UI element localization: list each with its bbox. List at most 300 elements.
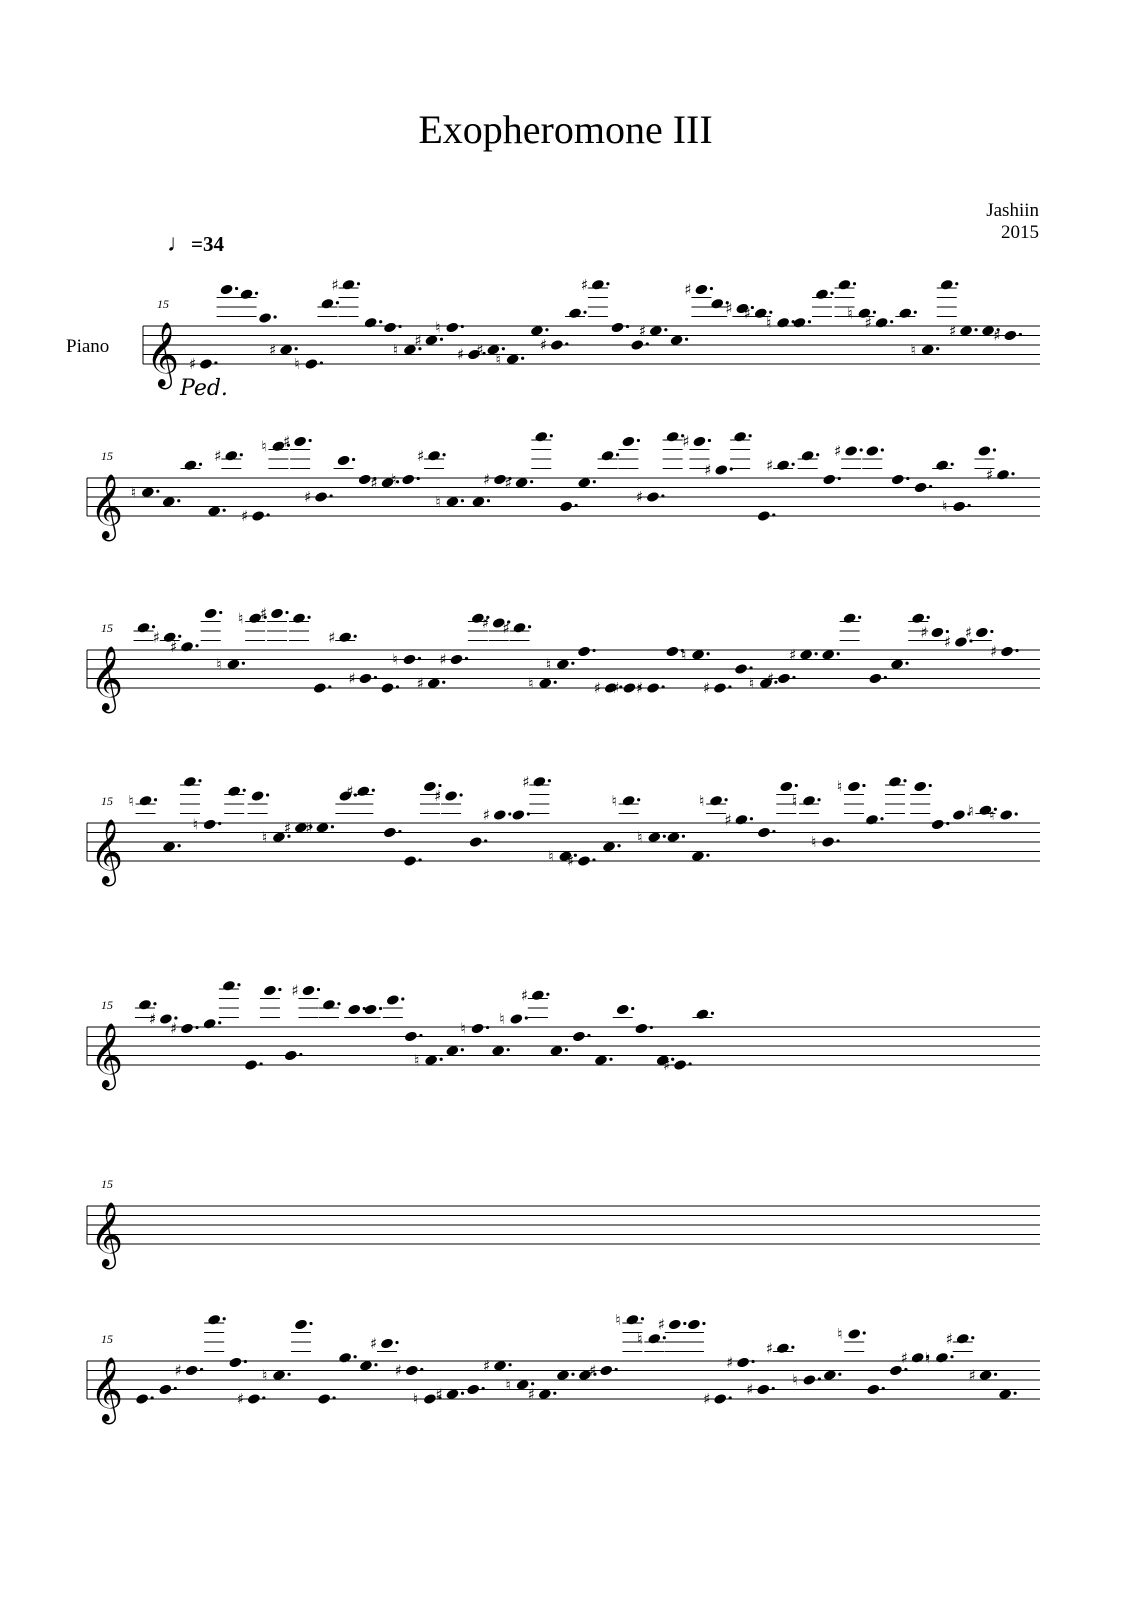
augmentation-dot — [255, 292, 258, 295]
natural-icon: ♮ — [499, 1010, 505, 1028]
natural-icon: ♮ — [910, 340, 917, 359]
natural-icon: ♮ — [262, 1366, 268, 1385]
augmentation-dot — [772, 830, 775, 833]
augmentation-dot — [662, 685, 665, 688]
notehead — [404, 1030, 418, 1042]
augmentation-dot — [838, 477, 841, 480]
augmentation-dot — [791, 1346, 794, 1349]
staff-system — [87, 773, 1040, 886]
sharp-icon: ♯ — [726, 1353, 734, 1372]
augmentation-dot — [156, 490, 159, 493]
augmentation-dot — [195, 1026, 198, 1029]
notehead — [509, 1013, 523, 1025]
sharp-icon: ♯ — [684, 280, 692, 299]
natural-icon: ♮ — [460, 1019, 466, 1038]
augmentation-dot — [178, 844, 181, 847]
augmentation-dot — [663, 1336, 666, 1339]
notehead — [294, 1318, 308, 1330]
augmentation-dot — [975, 328, 978, 331]
augmentation-dot — [357, 282, 360, 285]
sharp-icon: ♯ — [482, 806, 491, 824]
augmentation-dot — [285, 611, 288, 614]
augmentation-dot — [521, 357, 524, 360]
augmentation-dot — [508, 1363, 511, 1366]
augmentation-dot — [1015, 812, 1018, 815]
augmentation-dot — [626, 325, 629, 328]
notehead — [630, 339, 644, 351]
notehead — [757, 510, 771, 522]
sharp-icon: ♯ — [236, 1390, 245, 1408]
augmentation-dot — [593, 480, 596, 483]
notehead — [843, 612, 857, 624]
augmentation-dot — [774, 681, 777, 684]
notehead — [284, 1049, 298, 1061]
augmentation-dot — [615, 1368, 618, 1371]
notehead — [1000, 645, 1014, 657]
augmentation-dot — [830, 292, 833, 295]
natural-icon: ♮ — [615, 1310, 621, 1329]
notehead — [258, 312, 272, 324]
notehead — [184, 1364, 198, 1376]
augmentation-dot — [398, 325, 401, 328]
augmentation-dot — [583, 311, 586, 314]
augmentation-dot — [507, 1048, 510, 1051]
notehead — [550, 339, 564, 351]
augmentation-dot — [487, 499, 490, 502]
notehead — [493, 809, 507, 821]
notehead — [610, 321, 624, 333]
notehead — [776, 317, 790, 329]
augmentation-dot — [417, 477, 420, 480]
augmentation-dot — [278, 988, 281, 991]
augmentation-dot — [287, 1373, 290, 1376]
augmentation-dot — [646, 342, 649, 345]
sharp-icon: ♯ — [968, 1366, 976, 1385]
notehead — [665, 645, 679, 657]
sharp-icon: ♯ — [682, 432, 690, 451]
sharp-icon: ♯ — [417, 446, 425, 465]
notehead — [801, 450, 815, 462]
notehead — [314, 491, 328, 503]
notehead — [591, 279, 605, 291]
notehead — [512, 622, 526, 634]
sharp-icon: ♯ — [638, 321, 647, 340]
natural-icon: ♮ — [766, 313, 772, 332]
sharp-icon: ♯ — [964, 623, 973, 642]
augmentation-dot — [858, 616, 861, 619]
notehead — [380, 1337, 394, 1349]
augmentation-dot — [461, 1048, 464, 1051]
augmentation-dot — [274, 315, 277, 318]
augmentation-dot — [502, 347, 505, 350]
augmentation-dot — [336, 301, 339, 304]
notehead — [251, 510, 265, 522]
notehead — [383, 321, 397, 333]
sharp-icon: ♯ — [580, 275, 589, 294]
notehead — [180, 641, 194, 653]
augmentation-dot — [548, 779, 551, 782]
sharp-icon: ♯ — [174, 1361, 182, 1380]
augmentation-dot — [880, 817, 883, 820]
notehead — [714, 464, 728, 476]
notehead — [668, 1318, 682, 1330]
staff-system — [87, 1177, 1040, 1269]
augmentation-dot — [401, 997, 404, 1000]
sharp-icon: ♯ — [214, 446, 222, 465]
augmentation-dot — [214, 361, 217, 364]
natural-icon: ♮ — [392, 340, 399, 359]
augmentation-dot — [592, 649, 595, 652]
pedal-marking: Ped. — [180, 376, 228, 401]
natural-icon: ♮ — [294, 355, 300, 373]
augmentation-dot — [309, 1322, 312, 1325]
augmentation-dot — [484, 839, 487, 842]
notehead — [466, 1383, 480, 1395]
sharp-icon: ♯ — [439, 650, 447, 669]
notehead — [996, 469, 1010, 481]
augmentation-dot — [609, 1058, 612, 1061]
notehead — [383, 826, 397, 838]
treble-clef-icon: 𝄞 — [90, 819, 124, 884]
sharp-icon: ♯ — [636, 679, 644, 697]
augmentation-dot — [663, 835, 666, 838]
sharp-icon: ♯ — [370, 1334, 378, 1353]
notehead — [158, 1383, 172, 1395]
augmentation-dot — [905, 662, 908, 665]
augmentation-dot — [1019, 333, 1022, 336]
sharp-icon: ♯ — [703, 1390, 711, 1408]
notehead — [999, 809, 1013, 821]
notehead — [534, 431, 548, 443]
notehead — [694, 283, 708, 295]
augmentation-dot — [442, 681, 445, 684]
augmentation-dot — [990, 630, 993, 633]
sharp-icon: ♯ — [743, 304, 752, 323]
notehead — [203, 818, 217, 830]
augmentation-dot — [459, 793, 462, 796]
augmentation-dot — [374, 676, 377, 679]
notehead — [204, 607, 218, 619]
augmentation-dot — [218, 822, 221, 825]
sharp-icon: ♯ — [283, 432, 291, 451]
augmentation-dot — [571, 1373, 574, 1376]
notehead — [405, 1364, 419, 1376]
augmentation-dot — [575, 504, 578, 507]
natural-icon: ♮ — [238, 609, 244, 628]
sharp-icon: ♯ — [348, 669, 356, 688]
notehead — [977, 445, 991, 457]
notehead — [776, 1342, 790, 1354]
natural-icon: ♮ — [128, 791, 134, 810]
sharp-icon: ♯ — [766, 669, 775, 688]
augmentation-dot — [299, 1053, 302, 1056]
augmentation-dot — [929, 784, 932, 787]
augmentation-dot — [177, 499, 180, 502]
augmentation-dot — [546, 993, 549, 996]
notehead — [531, 989, 545, 1001]
augmentation-dot — [218, 1021, 221, 1024]
sharp-icon: ♯ — [504, 473, 512, 492]
augmentation-dot — [461, 1392, 464, 1395]
augmentation-dot — [553, 1392, 556, 1395]
ottava-mark: 15 — [101, 449, 113, 463]
quarter-note-icon: ♩ — [167, 231, 191, 257]
natural-icon: ♮ — [192, 815, 199, 834]
augmentation-dot — [661, 494, 664, 497]
sharp-icon: ♯ — [527, 1385, 536, 1404]
natural-icon: ♮ — [989, 806, 995, 824]
augmentation-dot — [853, 282, 856, 285]
augmentation-dot — [808, 320, 811, 323]
natural-icon: ♮ — [548, 847, 554, 866]
augmentation-dot — [862, 784, 865, 787]
augmentation-dot — [465, 657, 468, 660]
augmentation-dot — [860, 448, 863, 451]
sharp-icon: ♯ — [765, 1339, 774, 1358]
augmentation-dot — [374, 1363, 377, 1366]
natural-icon: ♮ — [968, 801, 974, 820]
augmentation-dot — [993, 448, 996, 451]
notehead — [224, 450, 238, 462]
sharp-icon: ♯ — [612, 679, 620, 697]
natural-icon: ♮ — [545, 655, 552, 674]
augmentation-dot — [702, 1322, 705, 1325]
augmentation-dot — [724, 798, 727, 801]
sharp-icon: ♯ — [986, 465, 994, 484]
sharp-icon: ♯ — [864, 313, 872, 332]
natural-icon: ♮ — [130, 483, 137, 502]
sharp-icon: ♯ — [346, 782, 354, 801]
natural-icon: ♮ — [811, 833, 817, 851]
augmentation-dot — [749, 666, 752, 669]
treble-clef-icon: 𝄞 — [90, 474, 124, 539]
notehead — [227, 785, 241, 797]
natural-icon: ♮ — [216, 655, 222, 674]
notehead — [952, 500, 966, 512]
augmentation-dot — [884, 676, 887, 679]
notehead — [709, 795, 723, 807]
notehead — [646, 682, 660, 694]
piece-title: Exopheromone III — [418, 107, 713, 152]
notehead — [347, 1003, 361, 1015]
natural-icon: ♮ — [637, 828, 643, 847]
augmentation-dot — [951, 463, 954, 466]
notehead — [444, 790, 458, 802]
notehead — [247, 1393, 261, 1405]
sharp-icon: ♯ — [746, 1380, 754, 1399]
augmentation-dot — [1011, 472, 1014, 475]
augmentation-dot — [420, 1368, 423, 1371]
sharp-icon: ♯ — [148, 1010, 157, 1028]
sharp-icon: ♯ — [900, 1348, 908, 1367]
treble-clef-icon: 𝄞 — [90, 646, 124, 711]
augmentation-dot — [708, 439, 711, 442]
augmentation-dot — [711, 1012, 714, 1015]
natural-icon: ♮ — [528, 674, 534, 693]
natural-icon: ♮ — [748, 674, 755, 693]
notehead — [776, 459, 790, 471]
augmentation-dot — [333, 1396, 336, 1399]
notehead — [956, 1333, 970, 1345]
augmentation-dot — [330, 494, 333, 497]
sharp-icon: ♯ — [170, 637, 178, 656]
augmentation-dot — [587, 1034, 590, 1037]
notehead — [844, 445, 858, 457]
notehead — [183, 459, 197, 471]
notehead — [913, 780, 927, 792]
augmentation-dot — [971, 1336, 974, 1339]
natural-icon: ♮ — [261, 828, 268, 847]
notehead — [219, 283, 233, 295]
notehead — [733, 431, 747, 443]
augmentation-dot — [223, 509, 226, 512]
notehead — [865, 445, 879, 457]
notehead — [304, 358, 318, 370]
augmentation-dot — [440, 1058, 443, 1061]
sharp-icon: ♯ — [539, 336, 548, 354]
composer-name: Jashiin — [986, 200, 1039, 221]
sharp-icon: ♯ — [483, 1356, 491, 1375]
sharp-icon: ♯ — [435, 1385, 443, 1404]
composition-year: 2015 — [1001, 222, 1039, 243]
sharp-icon: ♯ — [331, 275, 339, 294]
sharp-icon: ♯ — [943, 633, 952, 651]
sharp-icon: ♯ — [589, 1361, 597, 1380]
sharp-icon: ♯ — [522, 772, 530, 791]
augmentation-dot — [950, 1355, 953, 1358]
notehead — [401, 473, 415, 485]
sharp-icon: ♯ — [702, 679, 711, 697]
augmentation-dot — [337, 1002, 340, 1005]
augmentation-dot — [307, 616, 310, 619]
augmentation-dot — [240, 453, 243, 456]
notehead — [136, 622, 150, 634]
staff-system — [87, 1311, 1040, 1424]
treble-clef-icon: 𝄞 — [90, 1202, 124, 1267]
augmentation-dot — [650, 1026, 653, 1029]
augmentation-dot — [637, 798, 640, 801]
sharp-icon: ♯ — [520, 986, 529, 1005]
staff-system — [143, 276, 1040, 389]
augmentation-dot — [682, 835, 685, 838]
augmentation-dot — [706, 854, 709, 857]
augmentation-dot — [461, 325, 464, 328]
notehead — [756, 1383, 770, 1395]
augmentation-dot — [352, 458, 355, 461]
notehead — [802, 795, 816, 807]
augmentation-dot — [379, 1007, 382, 1010]
natural-icon: ♮ — [792, 1371, 798, 1389]
augmentation-dot — [890, 320, 893, 323]
augmentation-dot — [242, 662, 245, 665]
sharp-icon: ♯ — [663, 1056, 671, 1074]
augmentation-dot — [881, 448, 884, 451]
staff-system — [87, 605, 1040, 714]
sharp-icon: ♯ — [704, 461, 712, 479]
notehead — [736, 1356, 750, 1368]
sharp-icon: ♯ — [394, 1361, 403, 1380]
augmentation-dot — [354, 635, 357, 638]
sharp-icon: ♯ — [657, 1315, 666, 1334]
sharp-icon: ♯ — [328, 628, 336, 647]
augmentation-dot — [178, 635, 181, 638]
notehead — [559, 500, 573, 512]
notehead — [647, 1333, 661, 1345]
augmentation-dot — [685, 338, 688, 341]
notehead — [875, 317, 889, 329]
sharp-icon: ♯ — [269, 340, 277, 359]
augmentation-dot — [309, 439, 312, 442]
notehead — [449, 653, 463, 665]
augmentation-dot — [689, 1062, 692, 1065]
augmentation-dot — [792, 463, 795, 466]
augmentation-dot — [243, 789, 246, 792]
notehead — [199, 358, 213, 370]
augmentation-dot — [482, 1387, 485, 1390]
notehead — [322, 999, 336, 1011]
augmentation-dot — [440, 338, 443, 341]
natural-icon: ♮ — [435, 492, 441, 511]
notehead — [599, 1364, 613, 1376]
augmentation-dot — [571, 662, 574, 665]
augmentation-dot — [914, 311, 917, 314]
notehead — [511, 809, 525, 821]
augmentation-dot — [1015, 649, 1018, 652]
augmentation-dot — [219, 611, 222, 614]
notehead — [931, 818, 945, 830]
notehead — [469, 836, 483, 848]
augmentation-dot — [838, 1373, 841, 1376]
notehead — [356, 785, 370, 797]
augmentation-dot — [442, 453, 445, 456]
natural-icon: ♮ — [847, 304, 853, 323]
sharp-icon: ♯ — [457, 345, 465, 364]
sharp-icon: ♯ — [920, 623, 928, 642]
natural-icon: ♮ — [392, 650, 398, 669]
sharp-icon: ♯ — [305, 818, 313, 837]
augmentation-dot — [1014, 1392, 1017, 1395]
augmentation-dot — [153, 1002, 156, 1005]
notehead — [180, 1022, 194, 1034]
notehead — [734, 814, 748, 826]
augmentation-dot — [671, 1058, 674, 1061]
notehead — [1003, 329, 1017, 341]
notehead — [338, 631, 352, 643]
augmentation-dot — [749, 434, 752, 437]
augmentation-dot — [946, 822, 949, 825]
augmentation-dot — [200, 1368, 203, 1371]
notehead — [710, 298, 724, 310]
treble-clef-icon: 𝄞 — [90, 1357, 124, 1422]
augmentation-dot — [550, 434, 553, 437]
sharp-icon: ♯ — [370, 473, 378, 492]
ottava-mark: 15 — [101, 621, 113, 635]
augmentation-dot — [929, 485, 932, 488]
natural-icon: ♮ — [637, 1329, 643, 1348]
natural-icon: ♮ — [391, 470, 397, 489]
notehead — [403, 855, 417, 867]
augmentation-dot — [592, 858, 595, 861]
augmentation-dot — [235, 287, 238, 290]
augmentation-dot — [317, 988, 320, 991]
augmentation-dot — [395, 1341, 398, 1344]
notehead — [713, 682, 727, 694]
sharp-icon: ♯ — [476, 340, 484, 359]
augmentation-dot — [994, 1373, 997, 1376]
tempo-value: =34 — [191, 232, 224, 256]
notehead — [532, 776, 546, 788]
sharp-icon: ♯ — [945, 1329, 954, 1348]
